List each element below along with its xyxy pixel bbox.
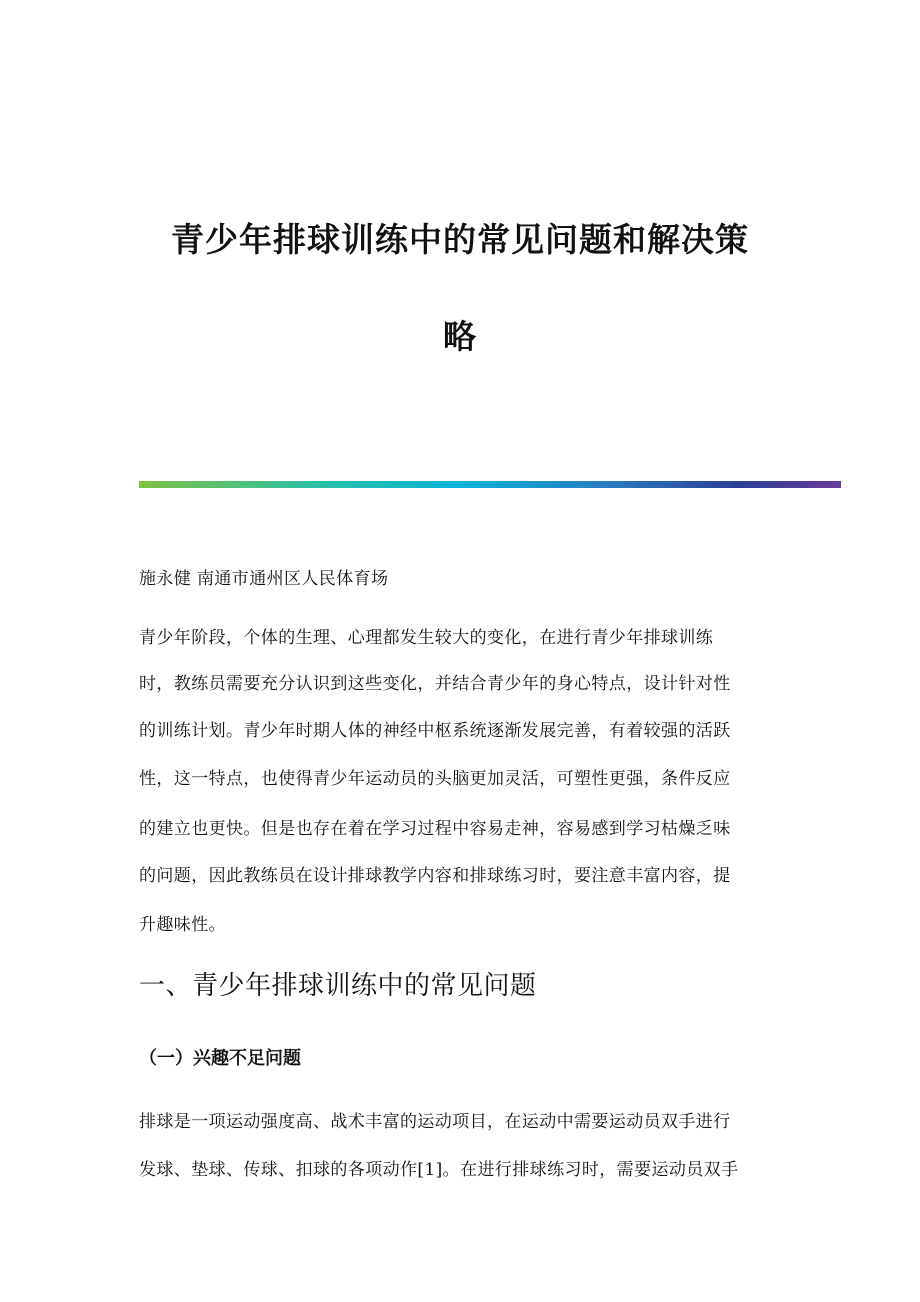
abstract-line: 的问题，因此教练员在设计排球教学内容和排球练习时，要注意丰富内容，提 xyxy=(139,866,731,886)
abstract-line: 时，教练员需要充分认识到这些变化，并结合青少年的身心特点，设计针对性 xyxy=(139,674,731,694)
abstract-line: 性，这一特点，也使得青少年运动员的头脑更加灵活，可塑性更强，条件反应 xyxy=(139,769,731,789)
decorative-gradient-rule xyxy=(139,481,841,488)
section-heading: 一、青少年排球训练中的常见问题 xyxy=(139,971,537,1001)
abstract-line: 的训练计划。青少年时期人体的神经中枢系统逐渐发展完善，有着较强的活跃 xyxy=(139,721,731,741)
body-line: 排球是一项运动强度高、战术丰富的运动项目，在运动中需要运动员双手进行 xyxy=(139,1112,731,1132)
author-affiliation: 施永健 南通市通州区人民体育场 xyxy=(139,569,389,589)
document-title-line-2: 略 xyxy=(443,317,477,356)
abstract-line: 青少年阶段，个体的生理、心理都发生较大的变化，在进行青少年排球训练 xyxy=(139,628,714,648)
body-line: 发球、垫球、传球、扣球的各项动作[1]。在进行排球练习时，需要运动员双手 xyxy=(139,1160,739,1180)
subsection-heading: （一）兴趣不足问题 xyxy=(139,1048,301,1069)
abstract-line: 的建立也更快。但是也存在着在学习过程中容易走神，容易感到学习枯燥乏味 xyxy=(139,819,731,839)
abstract-line: 升趣味性。 xyxy=(139,915,226,935)
document-title-line-1: 青少年排球训练中的常见问题和解决策 xyxy=(171,220,749,259)
